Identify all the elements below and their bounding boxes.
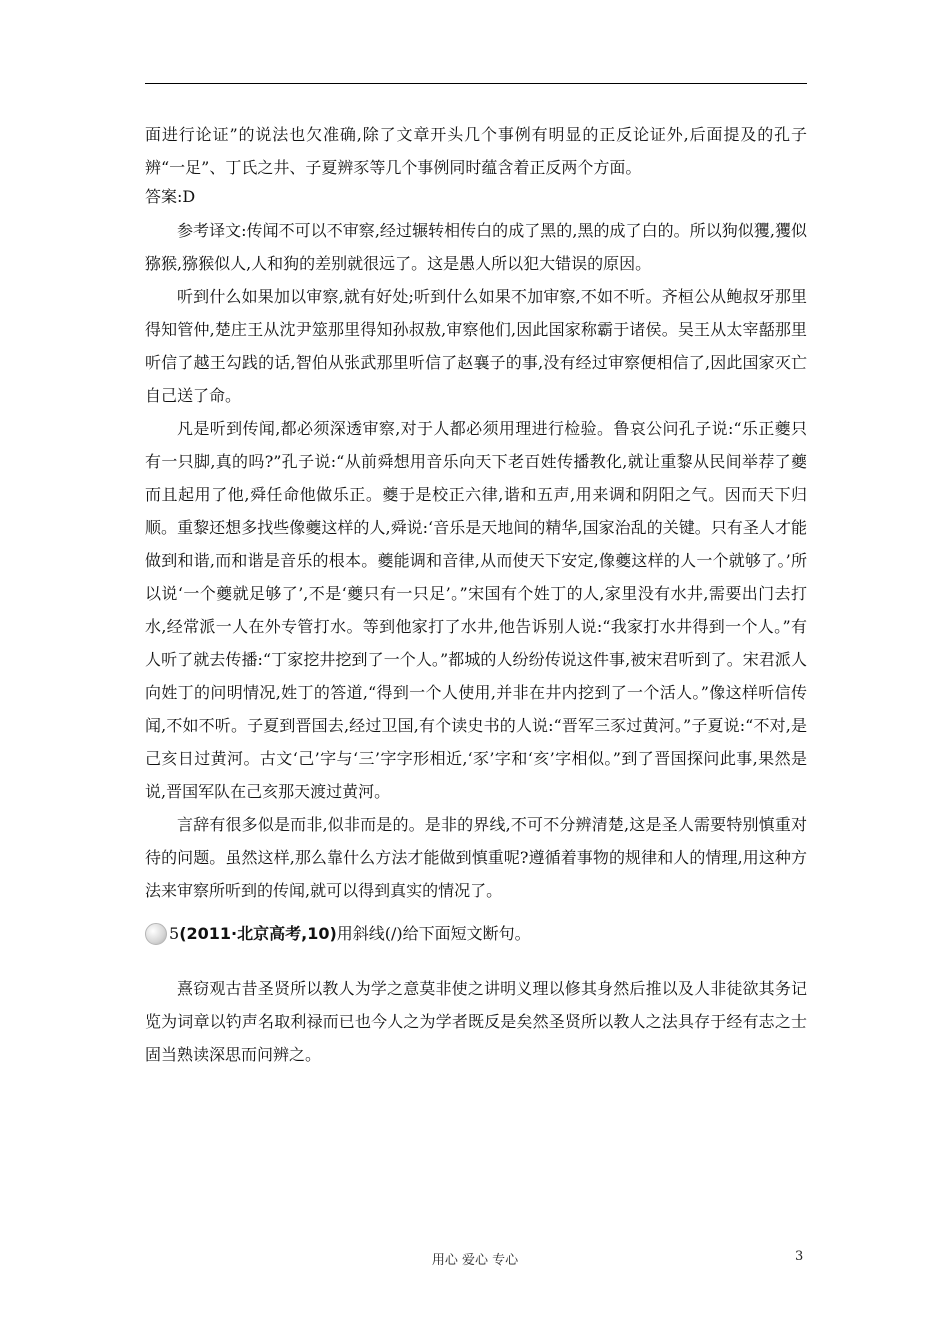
translation-paragraph-3: 凡是听到传闻,都必须深透审察,对于人都必须用理进行检验。鲁哀公问孔子说:“乐正夔只有一只脚,真的吗?”孔子说:“从前舜想用音乐向天下老百姓传播教化,就让重黎从民间举荐了夔而且起用了他,舜任命他做乐正。夔于是校正六律,谐和五声,用来调和阴阳之气。因而天下归顺。重黎还想多找些像夔这样的人,舜说:‘音乐是天地间的精华,国家治乱的关键。只有圣人才能做到和谐,而和谐是音乐的根本。夔能调和音律,从而使天下安定,像夔这样的人一个就够了。’所以说‘一个夔就足够了’,不是‘夔只有一只足’。”宋国有个姓丁的人,家里没有水井,需要出门去打水,经常派一人在外专管打水。等到他家打了水井,他告诉别人说:“我家打水井得到一个人。”有人听了就去传播:“丁家挖井挖到了一个人。”都城的人纷纷传说这件事,被宋君听到了。宋君派人向姓丁的问明情况,姓丁的答道,“得到一个人使用,并非在井内挖到了一个活人。”像这样听信传闻,不如不听。子夏到晋国去,经过卫国,有个读史书的人说:“晋军三豕过黄河。”子夏说:“不对,是己亥日过黄河。古文‘己’字与‘三’字字形相近,‘豕’字和‘亥’字相似。”到了晋国探问此事,果然是说,晋国军队在己亥那天渡过黄河。 xyxy=(145,419,807,801)
question-number: 5 xyxy=(169,924,180,943)
continuation-paragraph: 面进行论证”的说法也欠准确,除了文章开头几个事例有明显的正反论证外,后面提及的孔子辨“一足”、丁氏之井、子夏辨豕等几个事例同时蕴含着正反两个方面。 xyxy=(145,125,807,177)
answer-line: 答案:D xyxy=(145,187,196,206)
translation-paragraph-1: 参考译文:传闻不可以不审察,经过辗转相传白的成了黑的,黑的成了白的。所以狗似玃,玃似猕猴,猕猴似人,人和狗的差别就很远了。这是愚人所以犯大错误的原因。 xyxy=(145,221,807,273)
question-bullet-icon xyxy=(145,923,167,945)
classical-passage: 熹窃观古昔圣贤所以教人为学之意莫非使之讲明义理以修其身然后推以及人非徒欲其务记览为词章以钓声名取利禄而已也今人之为学者既反是矣然圣贤所以教人之法具存于经有志之士固当熟读深思而问辨之。 xyxy=(145,979,807,1064)
translation-paragraph-4: 言辞有很多似是而非,似非而是的。是非的界线,不可不分辨清楚,这是圣人需要特别慎重对待的问题。虽然这样,那么靠什么方法才能做到慎重呢?遵循着事物的规律和人的情理,用这种方法来审察所听到的传闻,就可以得到真实的情况了。 xyxy=(145,815,807,900)
translation-paragraph-2: 听到什么如果加以审察,就有好处;听到什么如果不加审察,不如不听。齐桓公从鲍叔牙那里得知管仲,楚庄王从沈尹筮那里得知孙叔敖,审察他们,因此国家称霸于诸侯。吴王从太宰嚭那里听信了越王勾践的话,智伯从张武那里听信了赵襄子的事,没有经过审察便相信了,因此国家灭亡自己送了命。 xyxy=(145,287,807,405)
question-prompt: 用斜线(/)给下面短文断句。 xyxy=(336,924,531,943)
document-body xyxy=(145,118,807,1071)
page-number: 3 xyxy=(795,1249,804,1264)
question-heading xyxy=(145,917,807,950)
footer-motto: 用心 爱心 专心 xyxy=(431,1253,519,1268)
question-source: (2011·北京高考,10) xyxy=(179,924,337,943)
header-rule xyxy=(145,83,807,84)
